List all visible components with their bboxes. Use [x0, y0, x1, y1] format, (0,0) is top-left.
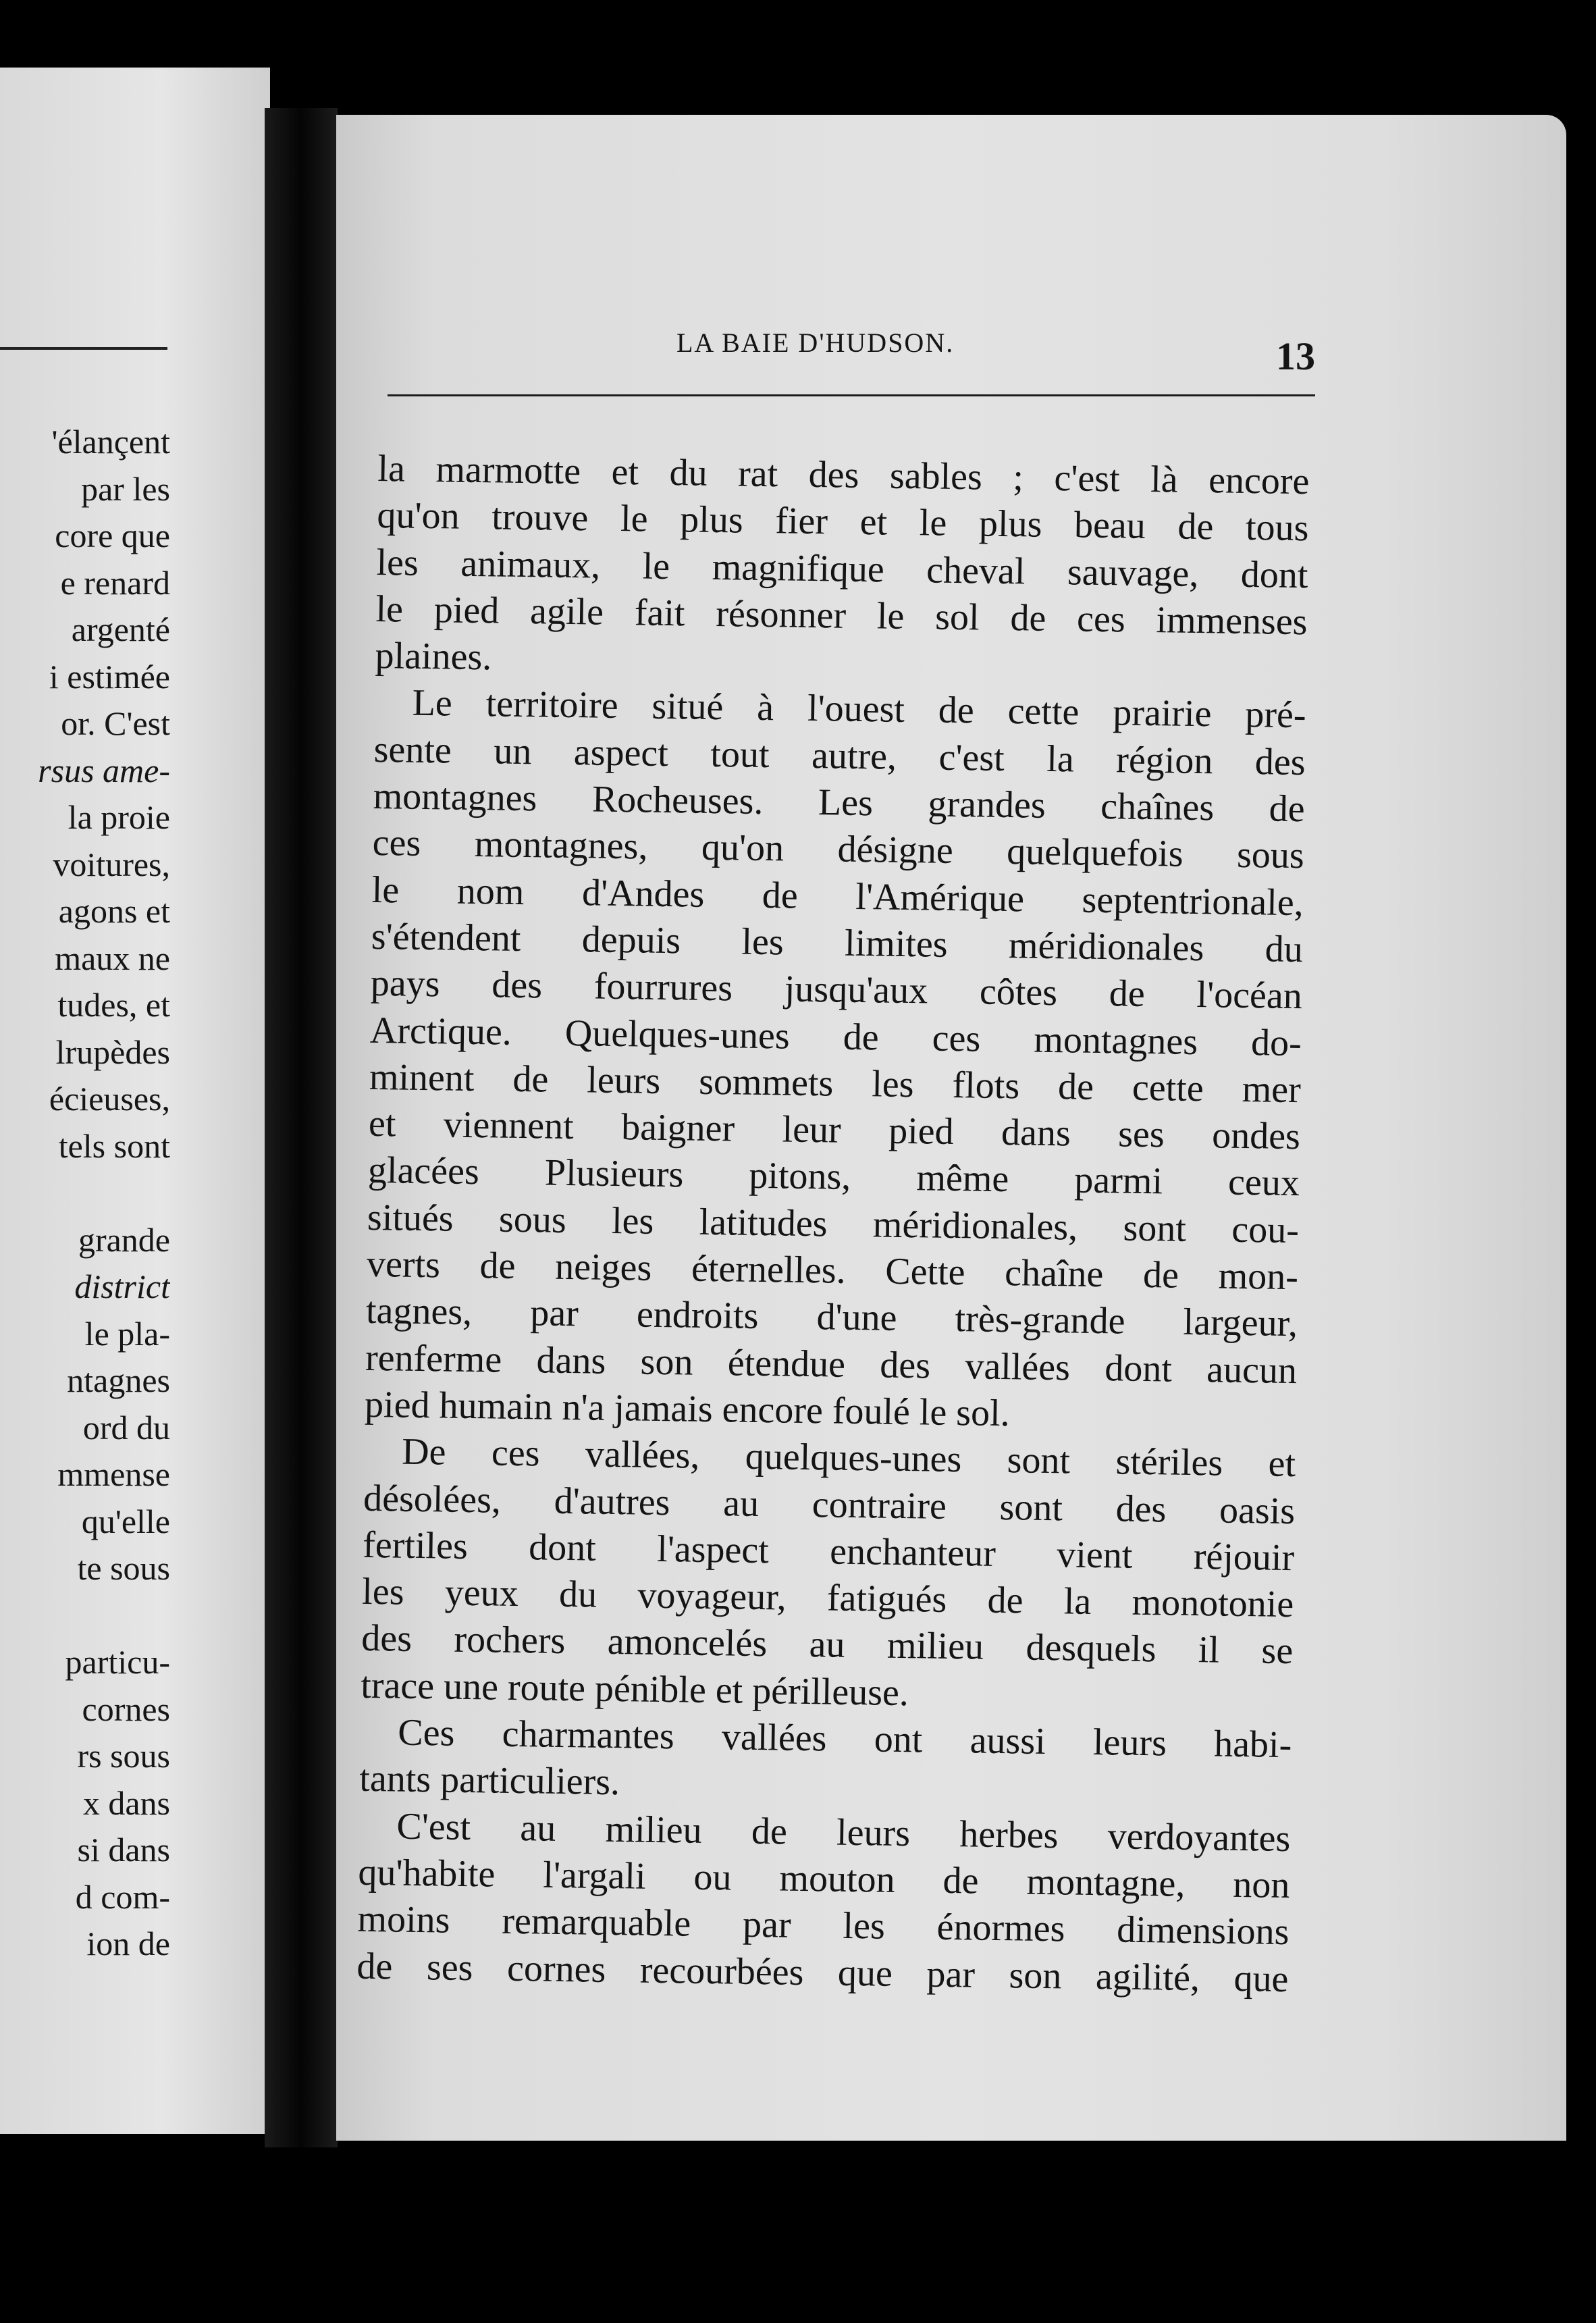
- facing-line: d com-: [75, 1877, 170, 1916]
- facing-line: le pla-: [84, 1314, 170, 1353]
- text-line: Ces charmantes vallées ont aussi leurs habi-: [397, 1711, 1292, 1767]
- text-line: montagnes Rocheuses. Les grandes chaînes de: [373, 775, 1306, 831]
- facing-line: particu-: [65, 1643, 170, 1681]
- text-line: plaines.: [375, 635, 492, 679]
- facing-page-text: [0, 419, 170, 1968]
- text-line: de ses cornes recourbées que par son agilité, que: [356, 1945, 1289, 2000]
- text-line: tants particuliers.: [359, 1758, 620, 1804]
- text-line: renferme dans son étendue des vallées dont aucun: [365, 1336, 1298, 1392]
- text-line: pied humain n'a jamais encore foulé le sol.: [364, 1383, 1011, 1435]
- facing-line: or. C'est: [61, 704, 170, 742]
- facing-line: lrupèdes: [55, 1033, 170, 1071]
- facing-line: 'élançent: [51, 423, 170, 461]
- text-line: tagnes, par endroits d'une très-grande largeur,: [365, 1290, 1298, 1345]
- text-line: la marmotte et du rat des sables ; c'est là encore: [377, 447, 1310, 503]
- facing-line: mmense: [57, 1455, 170, 1493]
- facing-line: core que: [55, 517, 170, 554]
- facing-line: argenté: [71, 610, 170, 648]
- facing-line: si dans: [77, 1831, 170, 1869]
- facing-line: ion de: [86, 1925, 170, 1962]
- facing-paragraph-gap: [0, 1170, 170, 1217]
- facing-line: rs sous: [77, 1737, 170, 1775]
- text-line: pays des fourrures jusqu'aux côtes de l'océan: [370, 962, 1303, 1018]
- facing-line: la proie: [68, 798, 170, 836]
- text-line: C'est au milieu de leurs herbes verdoyantes: [396, 1805, 1291, 1860]
- text-line: moins remarquable par les énormes dimensions: [357, 1898, 1289, 1954]
- running-head: LA BAIE D'HUDSON.: [676, 328, 955, 358]
- facing-line: ntagnes: [67, 1361, 170, 1399]
- facing-line: tels sont: [58, 1126, 170, 1165]
- text-line: glacées Plusieurs pitons, même parmi ceux: [367, 1149, 1300, 1205]
- text-line: fertiles dont l'aspect enchanteur vient réjouir: [362, 1523, 1295, 1579]
- text-line: les yeux du voyageur, fatigués de la monotonie: [361, 1570, 1294, 1626]
- facing-line: grande: [78, 1220, 170, 1259]
- text-line: minent de leurs sommets les flots de cette mer: [369, 1055, 1302, 1112]
- page-number: 13: [1276, 334, 1315, 378]
- header-rule: [388, 394, 1315, 396]
- facing-line: qu'elle: [81, 1502, 170, 1540]
- facing-line: écieuses,: [49, 1080, 170, 1118]
- facing-line: district: [74, 1268, 170, 1305]
- facing-line: i estimée: [49, 657, 170, 696]
- facing-line: cornes: [82, 1690, 170, 1728]
- facing-line: rsus ame-: [38, 751, 170, 789]
- text-line: situés sous les latitudes méridionales, sont cou-: [367, 1196, 1300, 1251]
- text-line: qu'on trouve le plus fier et le plus beau de tous: [377, 494, 1309, 550]
- text-line: De ces vallées, quelques-unes sont stériles et: [401, 1430, 1296, 1486]
- facing-line: te sous: [77, 1549, 170, 1587]
- text-line: s'étendent depuis les limites méridionales du: [371, 915, 1304, 971]
- text-line: Le territoire situé à l'ouest de cette prairie pré-: [412, 682, 1306, 737]
- facing-line: par les: [81, 469, 170, 508]
- facing-page-header-rule: [0, 347, 167, 350]
- text-line: verts de neiges éternelles. Cette chaîne de mon-: [366, 1243, 1299, 1299]
- text-line: le pied agile fait résonner le sol de ces immenses: [375, 588, 1308, 644]
- text-line: sente un aspect tout autre, c'est la région des: [373, 728, 1306, 784]
- text-line: désolées, d'autres au contraire sont des oasis: [363, 1477, 1296, 1532]
- text-line: trace une route pénible et périlleuse.: [360, 1664, 909, 1714]
- text-line: des rochers amoncelés au milieu desquels il se: [361, 1617, 1294, 1673]
- facing-line: e renard: [60, 563, 170, 602]
- facing-line: voitures,: [53, 845, 170, 883]
- facing-paragraph-gap: [0, 1592, 170, 1640]
- text-line: ces montagnes, qu'on désigne quelquefois sous: [372, 822, 1305, 877]
- text-line: le nom d'Andes de l'Amérique septentrionale,: [371, 868, 1304, 924]
- facing-line: x dans: [82, 1783, 170, 1822]
- text-line: et viennent baigner leur pied dans ses ondes: [368, 1103, 1301, 1158]
- body-text: [356, 446, 1310, 2003]
- facing-line: tudes, et: [57, 986, 170, 1024]
- facing-line: agons et: [58, 892, 170, 930]
- facing-line: ord du: [82, 1408, 170, 1446]
- text-line: les animaux, le magnifique cheval sauvage, dont: [376, 541, 1308, 596]
- text-line: qu'habite l'argali ou mouton de montagne, non: [358, 1851, 1290, 1906]
- facing-line: maux ne: [55, 939, 170, 977]
- text-line: Arctique. Quelques-unes de ces montagnes do-: [369, 1009, 1302, 1064]
- book-gutter: [265, 108, 338, 2147]
